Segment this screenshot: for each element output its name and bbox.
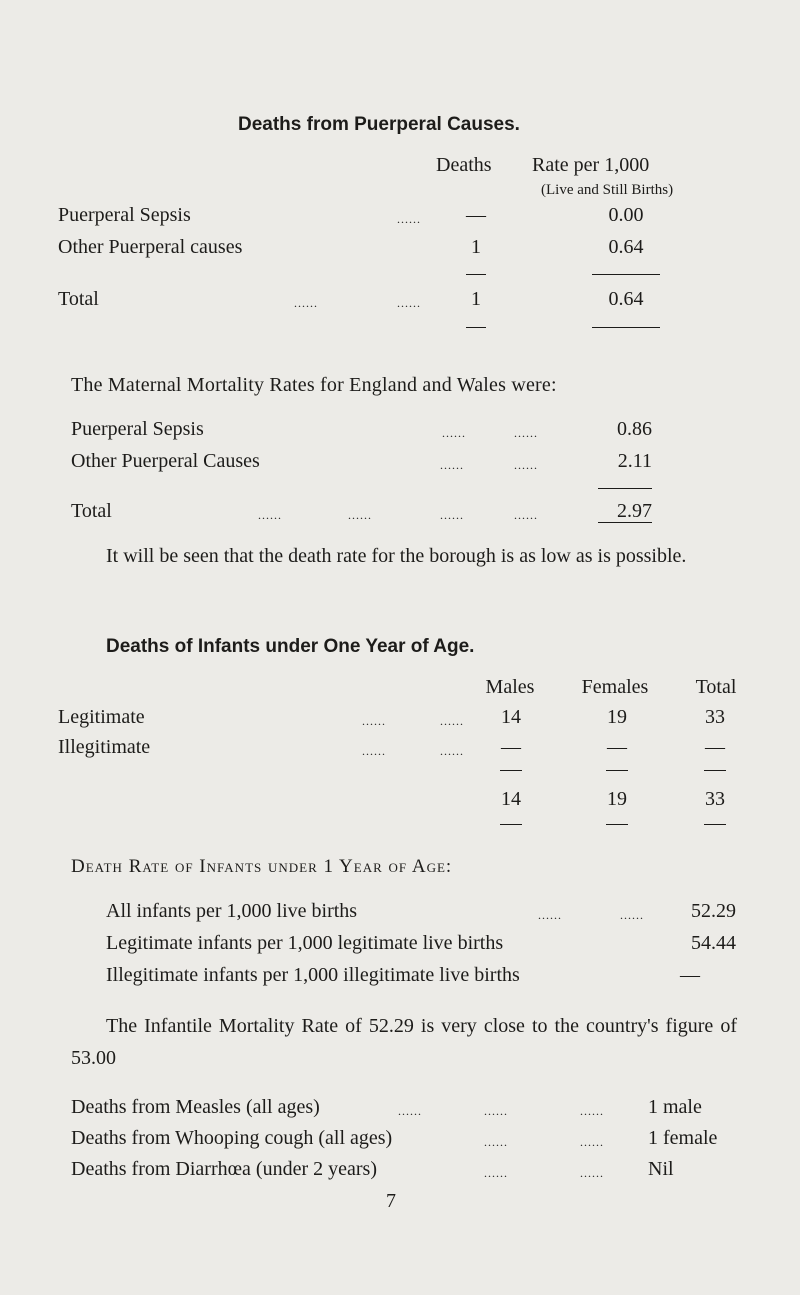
infantile-note: The Infantile Mortality Rate of 52.29 is very close to the country's figure of 53.00 <box>71 1015 737 1069</box>
maternal-intro: The Maternal Mortality Rates for England and Wales were: <box>71 374 557 396</box>
rule <box>500 770 522 771</box>
row-label: Illegitimate infants per 1,000 illegitimate live births <box>106 964 520 986</box>
leader-dots: ...... <box>440 458 464 472</box>
col-total-header: Total <box>695 676 737 698</box>
row-label: Deaths from Measles (all ages) <box>71 1096 320 1118</box>
leader-dots: ...... <box>397 212 421 226</box>
rate-value: 54.44 <box>691 932 736 954</box>
leader-dots: ...... <box>397 296 421 310</box>
maternal-value: 2.11 <box>617 450 652 472</box>
leader-dots: ...... <box>258 508 282 522</box>
infants-title: Deaths of Infants under One Year of Age. <box>106 636 475 657</box>
col-males-header: Males <box>485 676 535 698</box>
row-label: Puerperal Sepsis <box>71 418 204 440</box>
leader-dots: ...... <box>398 1104 422 1118</box>
deaths-value: Nil <box>648 1158 674 1180</box>
leader-dots: ...... <box>514 508 538 522</box>
rate-value: 52.29 <box>691 900 736 922</box>
leader-dots: ...... <box>580 1166 604 1180</box>
leader-dots: ...... <box>484 1135 508 1149</box>
rule <box>598 488 652 489</box>
rate-value: 0.64 <box>608 236 644 258</box>
deaths-value: 1 female <box>648 1127 718 1149</box>
col-deaths-header: Deaths <box>436 154 492 176</box>
leader-dots: ...... <box>538 908 562 922</box>
rule <box>598 522 652 523</box>
total-value: 33 <box>705 706 725 728</box>
females-value: 19 <box>607 706 627 728</box>
row-label: Other Puerperal causes <box>58 236 243 258</box>
deaths-total: 1 <box>471 288 481 310</box>
leader-dots: ...... <box>440 714 464 728</box>
col-rate-header: Rate per 1,000 <box>532 154 650 176</box>
row-label: Other Puerperal Causes <box>71 450 260 472</box>
leader-dots: ...... <box>514 426 538 440</box>
leader-dots: ...... <box>484 1166 508 1180</box>
grand-total: 33 <box>705 788 725 810</box>
rule <box>500 824 522 825</box>
rule <box>704 770 726 771</box>
maternal-conclusion: It will be seen that the death rate for the borough is as low as is possible. <box>106 545 687 567</box>
deaths-value: 1 <box>471 236 481 258</box>
rate-value: — <box>680 964 700 986</box>
leader-dots: ...... <box>348 508 372 522</box>
leader-dots: ...... <box>580 1104 604 1118</box>
leader-dots: ...... <box>362 744 386 758</box>
leader-dots: ...... <box>362 714 386 728</box>
rule <box>704 824 726 825</box>
row-label: Deaths from Diarrhœa (under 2 years) <box>71 1158 377 1180</box>
leader-dots: ...... <box>514 458 538 472</box>
row-label: All infants per 1,000 live births <box>106 900 358 922</box>
males-value: — <box>501 736 521 758</box>
col-females-header: Females <box>581 676 649 698</box>
leader-dots: ...... <box>580 1135 604 1149</box>
row-label: Deaths from Whooping cough (all ages) <box>71 1127 393 1149</box>
leader-dots: ...... <box>620 908 644 922</box>
males-value: 14 <box>501 706 521 728</box>
row-label: Puerperal Sepsis <box>58 204 191 226</box>
maternal-total-value: 2.97 <box>617 500 652 522</box>
rate-total: 0.64 <box>608 288 644 310</box>
puerperal-title: Deaths from Puerperal Causes. <box>238 114 520 135</box>
row-label: Illegitimate <box>58 736 151 758</box>
rule <box>592 327 660 328</box>
leader-dots: ...... <box>484 1104 508 1118</box>
rule <box>466 274 486 275</box>
rule <box>606 770 628 771</box>
leader-dots: ...... <box>440 744 464 758</box>
males-total: 14 <box>501 788 521 810</box>
rule <box>466 327 486 328</box>
rate-value: 0.00 <box>608 204 644 226</box>
leader-dots: ...... <box>440 508 464 522</box>
col-rate-subheader: (Live and Still Births) <box>541 182 674 198</box>
row-label: Legitimate <box>58 706 145 728</box>
rule <box>606 824 628 825</box>
maternal-value: 0.86 <box>617 418 652 440</box>
rule <box>592 274 660 275</box>
deaths-value: 1 male <box>648 1096 702 1118</box>
females-value: — <box>607 736 627 758</box>
total-value: — <box>705 736 725 758</box>
leader-dots: ...... <box>442 426 466 440</box>
deaths-value: — <box>466 204 486 226</box>
row-label: Legitimate infants per 1,000 legitimate live births <box>106 932 504 954</box>
females-total: 19 <box>607 788 627 810</box>
leader-dots: ...... <box>294 296 318 310</box>
total-label: Total <box>58 288 99 310</box>
total-label: Total <box>71 500 112 522</box>
page-number: 7 <box>386 1190 396 1212</box>
death-rate-title: Death Rate of Infants under 1 Year of Age: <box>71 856 453 877</box>
